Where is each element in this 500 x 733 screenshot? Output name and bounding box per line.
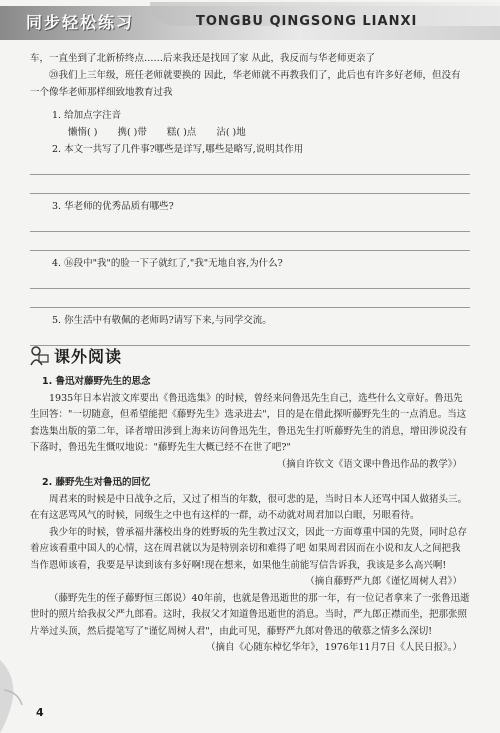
article-2-title: 2. 藤野先生对鲁迅的回忆	[42, 477, 151, 488]
reading-person-icon	[28, 345, 50, 367]
page-number: 4	[36, 706, 44, 719]
answer-line[interactable]	[30, 274, 470, 289]
extension-heading	[28, 344, 122, 367]
extension-reading	[30, 372, 470, 657]
extension-heading-label: 课外阅读	[54, 347, 123, 366]
pinyin-item[interactable]: 懒惰( )	[68, 127, 98, 138]
passage-paragraph: ⑳我们上三年级，班任老师就要换的 因此，华老师就不再教我们了，此后也有许多好老师，但没有一个像华老师那样细致地教育过我	[30, 70, 461, 98]
question-2: 2. 本文一共写了几件事?哪些是详写,哪些是略写,说明其作用	[52, 144, 304, 155]
answer-area-2[interactable]	[30, 160, 470, 194]
article-2-paragraph: （藤野先生的侄子藤野恒三郎说）40年前，也就是鲁迅逝世的那一年，有一位记者拿来了一张鲁迅逝世时的照片给我叔父严九郎看。这时，我叔父才知道鲁迅逝世的消息。当时，严九郎正襟而坐，把那张照片举过头顶，然后提笔写了"谨忆周树人君"，由此可见，藤野严九郎对鲁迅的敬慕之情多么深切!	[30, 592, 470, 637]
pinyin-row	[30, 124, 470, 141]
article-2-paragraph: 周君来的时候是中日战争之后，又过了相当的年数，很可悲的是，当时日本人还骂中国人做猪头三。在有这恶骂风气的时候，同级生之中也有这样的一群，动不动就对周君加以白眼，另眼看待。	[30, 493, 468, 521]
article-1-text: 1935年日本岩波文库要出《鲁迅选集》的时候，曾经来问鲁迅先生自己，选些什么文章好。鲁迅先生回答："一切随意，但希望能把《藤野先生》选录进去"，目的是在借此探听藤野先生的一点消息。当这套选集出版的第二年，译者增田涉到上海来访问鲁迅先生，鲁迅先生打听藤野先生的消息，增田涉说没有下落时，鲁迅先生慨叹地说："藤野先生大概已经不在世了吧?"	[30, 392, 468, 453]
pinyin-item[interactable]: 沾( )地	[216, 127, 246, 138]
page-header	[0, 0, 500, 46]
answer-line[interactable]	[30, 293, 470, 308]
pinyin-item[interactable]: 糕( )点	[166, 127, 197, 138]
question-4: 4. ⑯段中"我"的脸一下子就红了,"我"无地自容,为什么?	[52, 258, 283, 269]
answer-line[interactable]	[30, 179, 470, 194]
passage-line: 车，一直坐到了北新桥终点……后来我还是找回了家 从此，我反而与华老师更亲了	[30, 53, 376, 64]
header-title: 同步轻松练习	[26, 13, 135, 32]
answer-line[interactable]	[30, 217, 470, 232]
corner-decoration	[0, 650, 40, 733]
header-pinyin: TONGBU QINGSONG LIANXI	[196, 14, 418, 29]
question-1: 1. 给加点字注音	[52, 110, 122, 121]
question-5: 5. 你生活中有敬佩的老师吗?请写下来,与同学交流。	[52, 315, 272, 326]
question-3: 3. 华老师的优秀品质有哪些?	[52, 201, 174, 212]
answer-area-4[interactable]	[30, 274, 470, 308]
article-2-source-2: （摘自《心随东棹忆华年》，1976年11月7日《人民日报》。）	[205, 642, 462, 653]
exercise-section	[30, 50, 470, 350]
article-2-paragraph: 我少年的时候，曾承福井藩校出身的姓野坂的先生教过汉文，因此一方面尊重中国的先贤，同时总存着应该看重中国人的心情，这在周君就以为是特别亲切和难得了吧 如果周君因而在小说和友人之间把我当作恩师该看，我要是早读到该有多好啊!现在想来，如果他生前能写信告诉我，我该是多么高兴啊!	[30, 526, 468, 571]
article-1-title: 1. 鲁迅对藤野先生的思念	[42, 376, 151, 387]
answer-line[interactable]	[30, 236, 470, 251]
article-1-source: （摘自许钦文《语文课中鲁迅作品的教学》）	[276, 458, 462, 470]
article-2-source: （摘自藤野严九郎《谨忆周树人君》）	[305, 576, 462, 587]
answer-area-3[interactable]	[30, 217, 470, 251]
answer-line[interactable]	[30, 160, 470, 175]
pinyin-item[interactable]: 携( )带	[117, 127, 147, 138]
